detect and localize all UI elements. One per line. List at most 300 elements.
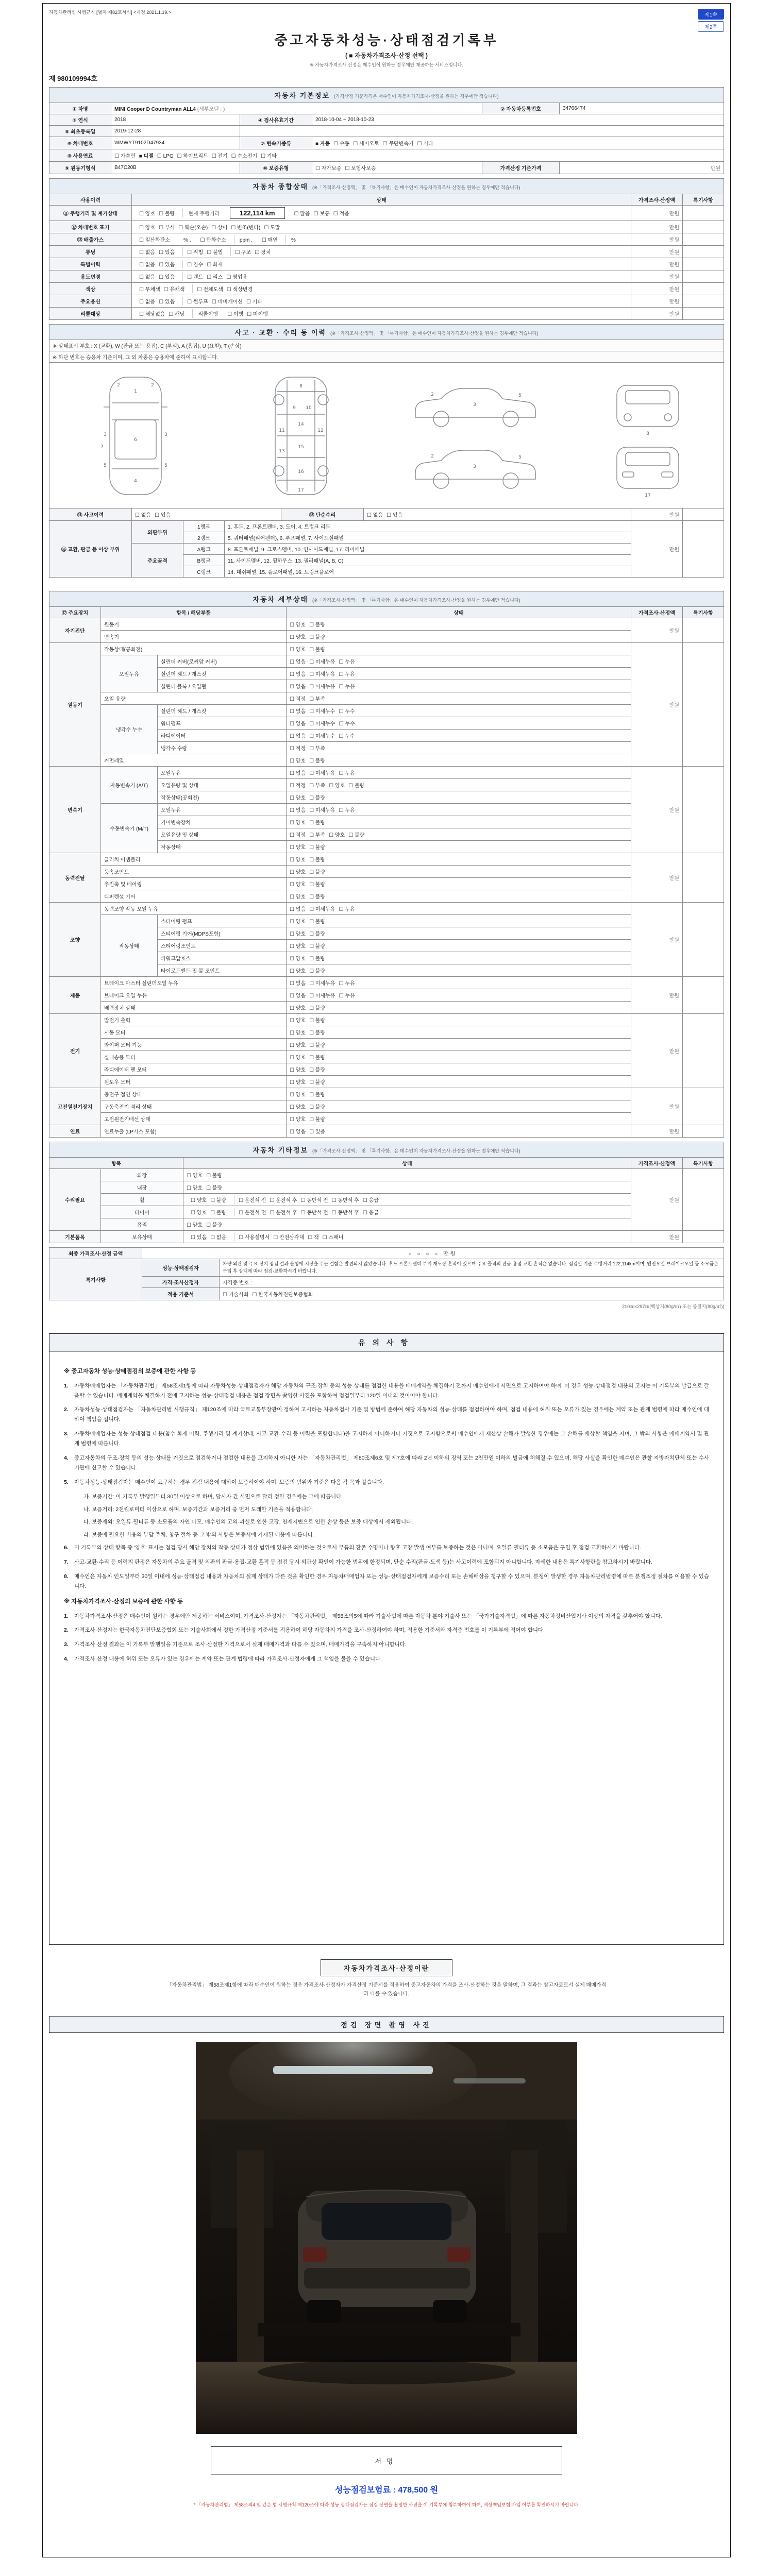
checkbox-색상변경: ☐ 색상변경 [226, 287, 253, 293]
fuel-options [111, 149, 724, 162]
fee-value: 478,500 원 [398, 2486, 439, 2495]
table-row [49, 126, 724, 137]
state-cell [287, 1088, 631, 1100]
price-cell: 만원 [631, 283, 682, 295]
detail-row [49, 977, 724, 989]
table-row [49, 1206, 724, 1218]
checkbox-불량: ☐ 불량 [309, 956, 326, 962]
item-label: 냉각수 수량 [158, 742, 287, 754]
note-cell [683, 509, 724, 521]
svg-text:11: 11 [279, 428, 285, 433]
checkbox-적정: ☐ 적정 [290, 697, 306, 702]
notice-item [64, 1654, 709, 1664]
document-sheet [42, 3, 731, 2557]
checkbox-없음: ☐ 없음 [290, 993, 306, 999]
notice-body [49, 1352, 724, 1944]
state-cell [132, 270, 631, 283]
appraiser-license-number: 자격증 번호 : [220, 1277, 724, 1288]
checkbox-안전삼각대: ☐ 안전삼각대 [273, 1235, 305, 1241]
svg-text:7: 7 [100, 444, 104, 450]
checkbox-양호: ☐ 양호 [290, 882, 306, 888]
state-cell [183, 1206, 631, 1218]
svg-text:12: 12 [317, 428, 324, 433]
checkbox-양호: ☐ 양호 [290, 1105, 306, 1110]
price-cell: 만원 [631, 206, 682, 221]
notice-item [64, 1572, 709, 1591]
checkbox-양호: ☐ 양호 [290, 820, 306, 826]
state-cell [287, 655, 631, 668]
checkbox-누유: ☐ 누유 [339, 907, 355, 912]
table-row [49, 1169, 724, 1181]
field-label: ⑦ 변속기종류 [240, 137, 312, 149]
device-group-label: 원동기 [49, 643, 101, 767]
rank-label: C랭크 [183, 566, 225, 578]
document-number: 제 980109994호 [49, 75, 97, 82]
state-cell [287, 742, 631, 754]
price-cell: 만원 [631, 767, 682, 853]
device-group-label: 조향 [49, 903, 101, 977]
column-header: 특기사항 [682, 607, 724, 618]
item-label: 충전구 절연 상태 [101, 1088, 287, 1100]
state-cell [287, 717, 631, 730]
history-item-label: 주요옵션 [49, 295, 132, 308]
field-label: 가격산정 기준가격 [482, 162, 560, 174]
history-item-label: 용도변경 [49, 270, 132, 283]
table-row [49, 137, 724, 149]
price-cell: 만원 [631, 903, 682, 977]
checkbox-불량: ☐ 불량 [309, 1067, 326, 1073]
svg-text:5: 5 [518, 393, 522, 398]
state-cell [287, 779, 631, 791]
checkbox-양호: ☐ 양호 [329, 783, 345, 789]
inspector-notes: 차량 외관 및 주요 장치 점검 결과 운행에 지장을 주는 결함은 발견되지 않았습니다. 후드·프론트펜더 부위 재도장 흔적이 있으며 주요 골격의 판금·용접·교환 흔적은 없습니다. 점검일 기준 주행거리 122,114km이며, 엔진오일·브레이크오일 등 소모품은 구입 후 상태에 따라 점검·교환하시기 바랍니다. [220, 1259, 724, 1277]
item-label: 오일유량 및 상태 [158, 779, 287, 791]
price-cell: 만원 [631, 521, 683, 578]
item-label: 와이퍼 모터 기능 [101, 1039, 287, 1051]
state-cell [287, 989, 631, 1002]
checkbox-미세누수: ☐ 미세누수 [309, 734, 335, 739]
rank-label: B랭크 [183, 555, 225, 566]
appraiser-role-label: 가격·조사산정자 [142, 1277, 220, 1288]
checkbox-부족: ☐ 부족 [309, 833, 326, 838]
state-cell [287, 878, 631, 890]
note-cell [682, 853, 724, 903]
state-cell [287, 816, 631, 828]
note-cell [682, 206, 724, 221]
checkbox-양호: ☐ 양호 [329, 833, 345, 838]
accident-section-header: 사고 · 교환 · 수리 등 이력 (※「가격조사·산정액」 및 「특기사항」은 매수인이 자동차가격조사·산정을 원하는 경우에만 적습니다) [49, 325, 724, 340]
main-frame-label: 주요골격 [132, 544, 183, 578]
notice-item [64, 1625, 709, 1635]
standard-book-options [220, 1288, 724, 1300]
notice-item-number: 4. [64, 1455, 69, 1462]
checkbox-영업용: ☐ 영업용 [226, 275, 248, 280]
checkbox-보통: ☐ 보통 [313, 211, 330, 217]
checkbox-없음: ☐ 없음 [135, 513, 152, 518]
state-cell [183, 1169, 631, 1181]
checkbox-불량: ☐ 불량 [309, 919, 326, 925]
state-cell [287, 791, 631, 804]
price-cell: 만원 [631, 853, 682, 903]
checkbox-무단변속기: ☐ 무단변속기 [382, 141, 414, 147]
detail-row [49, 1076, 724, 1088]
checkbox-없음: ☐ 없음 [139, 262, 156, 268]
item-label: 변속기 [101, 631, 287, 643]
subgroup-label: 수동변속기 (M/T) [101, 804, 158, 853]
item-label: 타이어 [101, 1206, 183, 1218]
checkbox-불량: ☐ 불량 [309, 969, 326, 974]
numbering-legend: ※ 하단 번호는 승용차 기준이며, 그 외 차종은 승용차에 준하여 표시합니다. [49, 351, 724, 363]
simple-repair-options [364, 509, 631, 521]
notice-item-text: 자동차매매업자는 성능·상태점검 내용(침수·화재 이력, 주행거리 및 계기상태, 사고·교환·수리 등 이력을 포함합니다)을 고지하지 아니하거나 거짓으로 고지함으로써 매수인에게 재산상 손해가 발생한 경우에는 그 손해를 배상할 책임을 지며, 그 밖의 사항은 매매계약서 및 관계 법령에 따릅니다. [74, 1431, 709, 1447]
state-cell [183, 1231, 631, 1243]
simple-repair-label: ⑮ 단순수리 [281, 509, 364, 521]
state-cell [287, 841, 631, 853]
item-label: 구동축전지 격리 상태 [101, 1100, 287, 1113]
checkbox-썬루프: ☐ 썬루프 [187, 299, 208, 305]
checkbox-누유: ☐ 누유 [339, 672, 355, 677]
checkbox-양호: ☐ 양호 [290, 944, 306, 950]
notice-subitem: 나. 보증거리: 2천킬로미터 이상으로 하며, 보증기간과 보증거리 중 먼저 도래한 기준을 적용합니다. [83, 1506, 313, 1513]
item-label: 브레이크 마스터 실린더오일 누유 [101, 977, 287, 989]
notice-item-text: 매수인은 자동차 인도일부터 30일 이내에 성능·상태점검 내용과 자동차의 실제 상태가 다른 것을 확인한 경우 자동차매매업자 또는 성능·상태점검자에게 보증수리 또는 손해배상을 청구할 수 있으며, 분쟁이 발생한 경우 자동차관리법령에 따른 분쟁조정 절차를 이용할 수 있습니다. [74, 1573, 709, 1589]
table-row [49, 162, 724, 174]
checkbox-양호: ☐ 양호 [290, 795, 306, 801]
state-cell [287, 1076, 631, 1088]
title-block [49, 30, 724, 68]
inspection-photo-section [49, 2016, 724, 2438]
checkbox-미세누유: ☐ 미세누유 [309, 659, 335, 665]
exchange-parts-label: ⑯ 교환, 판금 등 이상 부위 [49, 521, 132, 578]
item-label: 외장 [101, 1169, 183, 1181]
price-cell: 만원 [631, 618, 682, 643]
checkbox-없음: ☐ 없음 [210, 1235, 227, 1241]
state-cell [287, 1051, 631, 1063]
notice-item-text: 사고·교환·수리 등 이력의 판정은 자동차의 주요 골격 및 외판의 판금·용접·교환 흔적 등 점검 당시 외관상 확인이 가능한 범위에 한정되며, 단순 수리(판금·도색 등)는 사고이력에 포함되지 아니합니다. 자세한 내용은 특기사항란을 참고하시기 바랍니다. [74, 1559, 652, 1566]
first-registration-value: 2019-12-28 [111, 126, 240, 137]
checkbox-동반석 후: ☐ 동반석 후 [331, 1210, 359, 1216]
notice-item-text: 중고자동차의 구조·장치 등의 성능·상태를 거짓으로 점검하거나 점검한 내용을 고지하지 아니한 자는 「자동차관리법」 제80조제6호 및 제7호에 따라 2년 이하의 징역 또는 2천만원 이하의 벌금에 처해질 수 있으며, 해당 사실을 확인한 매수인은 관할 지방자치단체 또는 수사기관에 신고할 수 있습니다. [74, 1455, 709, 1471]
item-label: 등속조인트 [101, 866, 287, 878]
checkbox-없음: ☐ 없음 [367, 513, 383, 518]
price-cell: 만원 [631, 221, 682, 233]
state-cell [287, 890, 631, 903]
exchange-parts-table [49, 520, 724, 578]
checkbox-불량: ☐ 불량 [309, 894, 326, 900]
item-label: 배력장치 상태 [101, 1002, 287, 1014]
checkbox-양호: ☐ 양호 [187, 1223, 203, 1228]
price-cell: 만원 [631, 233, 682, 246]
item-label: 고전원전기배선 상태 [101, 1113, 287, 1125]
state-cell [287, 643, 631, 655]
price-cell: 만원 [631, 1169, 682, 1231]
state-cell [287, 767, 631, 779]
title-subtitle: ( ■ 자동차가격조사·산정 선택 ) [345, 52, 428, 59]
item-label: 오일 유량 [101, 692, 287, 705]
checkbox-수소전기: ☐ 수소전기 [231, 154, 258, 159]
checkbox-하이브리드: ☐ 하이브리드 [177, 154, 208, 159]
checkbox-미세누유: ☐ 미세누유 [309, 672, 335, 677]
checkbox-불량: ☐ 불량 [210, 1198, 227, 1204]
svg-text:1: 1 [133, 388, 137, 394]
price-definition-box [165, 1959, 608, 1998]
notice-item [64, 1640, 709, 1650]
checkbox-미세누수: ☐ 미세누수 [309, 709, 335, 715]
checkbox-불량: ☐ 불량 [309, 931, 326, 937]
column-header: 가격조사·산정액 [631, 194, 682, 206]
detail-row [49, 1014, 724, 1026]
field-label: ② 자동차등록번호 [482, 103, 560, 114]
price-definition-body: 「자동차관리법」 제58조제1항에 따라 매수인이 원하는 경우 가격조사·산정자가 가격산정 기준서를 적용하여 중고자동차의 가격을 조사·산정하는 것을 말하며, 그 결과는 참고자료로서 실제 매매가격과 다를 수 있습니다. [166, 1982, 607, 1997]
detail-row [49, 1100, 724, 1113]
car-diagram-frame-view [237, 370, 365, 501]
checkbox-해당: ☐ 해당 [169, 312, 185, 317]
checkbox-미세누유: ☐ 미세누유 [309, 907, 335, 912]
history-item-label: 특별이력 [49, 258, 132, 270]
item-label: 실린더 블록 / 오일팬 [158, 680, 287, 692]
checkbox-없음: ☐ 없음 [290, 771, 306, 776]
final-price-value: ○ ○ ○ ○ 만원 [142, 1248, 724, 1259]
price-definition-title: 자동차가격조사·산정이란 [321, 1959, 452, 1976]
checkbox-누유: ☐ 누유 [339, 808, 355, 814]
checkbox-누유: ☐ 누유 [339, 684, 355, 690]
checkbox-수동: ☐ 수동 [333, 141, 350, 147]
checkbox-양호: ☐ 양호 [191, 1210, 207, 1216]
svg-text:9: 9 [293, 405, 296, 411]
checkbox-있음: ☐ 있음 [159, 275, 175, 280]
checkbox-불량: ☐ 불량 [309, 870, 326, 875]
checkbox-없음: ☐ 없음 [290, 709, 306, 715]
checkbox-동반석 전: ☐ 동반석 전 [300, 1210, 328, 1216]
detail-row [49, 1026, 724, 1039]
state-cell [287, 1026, 631, 1039]
checkbox-양호: ☐ 양호 [290, 894, 306, 900]
column-header: 가격조사·산정액 [631, 1158, 682, 1169]
notice-list-1 [64, 1381, 709, 1591]
column-header: 특기사항 [682, 1158, 724, 1169]
history-item-label: ⑫ 차대번호 표기 [49, 221, 132, 233]
inspection-photo-title: 점검 장면 촬영 사진 [49, 2016, 724, 2033]
column-header: 사용이력 [49, 194, 132, 206]
item-label: 오일누유 [158, 767, 287, 779]
table-row [49, 1194, 724, 1206]
overall-row [49, 283, 724, 295]
checkbox-적정: ☐ 적정 [290, 783, 306, 789]
item-label: 스티어링 펌프 [158, 915, 287, 927]
note-cell [682, 643, 724, 767]
note-cell [682, 977, 724, 1014]
detail-row [49, 915, 724, 927]
page-tabs [698, 9, 724, 32]
car-diagram-exterior-top-view [71, 370, 200, 501]
history-item-label: 튜닝 [49, 246, 132, 258]
subgroup-label: 오일누유 [101, 655, 158, 692]
etc-section-header: 자동차 기타정보 (※「가격조사·산정액」 및 「특기사항」은 매수인이 자동차가격조사·산정을 원하는 경우에만 적습니다) [49, 1142, 724, 1158]
item-label: 오일유량 및 상태 [158, 828, 287, 841]
note-cell [682, 618, 724, 643]
checkbox-양호: ☐ 양호 [290, 931, 306, 937]
checkbox-불량: ☐ 불량 [309, 1092, 326, 1098]
checkbox-기타: ☐ 기타 [261, 154, 277, 159]
item-label: 연료누출 (LP가스 포함) [101, 1125, 287, 1138]
price-cell: 만원 [631, 1125, 682, 1138]
state-cell [287, 754, 631, 767]
checkbox-사용설명서: ☐ 사용설명서 [239, 1235, 270, 1241]
item-label: 보유상태 [101, 1231, 183, 1243]
title-note: ※ 자동차가격조사·산정은 매수인이 원하는 경우에만 제공하는 서비스입니다. [310, 62, 463, 67]
checkbox-없음: ☐ 없음 [290, 659, 306, 665]
checkbox-스패너: ☐ 스패너 [322, 1235, 344, 1241]
note-cell [683, 521, 724, 578]
price-cell: 만원 [631, 295, 682, 308]
svg-text:3: 3 [103, 432, 107, 437]
checkbox-누유: ☐ 누유 [339, 659, 355, 665]
checkbox-불량: ☐ 불량 [159, 211, 175, 217]
registration-number-value: 34766474 [560, 103, 724, 114]
checkbox-없음: ☐ 없음 [290, 672, 306, 677]
notice-subitem: 가. 보증기간: 이 기록부 발행일부터 30일 이상으로 하며, 당사자 간 서면으로 달리 정한 경우에는 그에 따릅니다. [83, 1493, 343, 1500]
notice-item [64, 1453, 709, 1473]
overall-row [49, 258, 724, 270]
checkbox-자가보증: ☐ 자가보증 [315, 166, 342, 172]
device-group-label: 자기진단 [49, 618, 101, 643]
note-cell [682, 1088, 724, 1125]
checkbox-자동: ■ 자동 [315, 141, 330, 147]
checkbox-운전석 전: ☐ 운전석 전 [239, 1198, 266, 1204]
checkbox-디젤: ■ 디젤 [139, 154, 154, 159]
item-label: 스티어링조인트 [158, 940, 287, 952]
checkbox-전체도색: ☐ 전체도색 [197, 287, 223, 293]
device-group-label: 변속기 [49, 767, 101, 853]
notice-item [64, 1543, 709, 1553]
form-reference: 자동차관리법 시행규칙 [별지 제82호서식] <개정 2021.1.19.> [49, 10, 172, 15]
car-name-value: MINI Cooper D Countryman ALL4 (세부모델 : ) [111, 103, 482, 114]
state-cell [287, 952, 631, 964]
signature-box [211, 2446, 562, 2475]
bottom-legal-note: * 「자동차관리법」 제58조의4 및 같은 법 시행규칙 제120조에 따라 성능·상태점검자는 점검 장면을 촬영한 사진을 이 기록부에 첨부하여야 하며, 배상책임보험 가입 여부를 확인하시기 바랍니다. [193, 2502, 580, 2507]
page-tab-1: 제1쪽 [698, 9, 724, 20]
detail-row [49, 1063, 724, 1076]
state-code-legend: ※ 상태표시 부호 : X (교환), W (판금 또는 용접), C (부식), A (흠집), U (요철), T (손상) [49, 340, 724, 351]
checkbox-불량: ☐ 불량 [309, 1030, 326, 1036]
subgroup-label: 자동변속기 (A/T) [101, 767, 158, 804]
checkbox-없음: ☐ 없음 [139, 275, 156, 280]
table-row [49, 103, 724, 114]
notice-item [64, 1478, 709, 1487]
svg-text:10: 10 [306, 405, 312, 411]
rank-parts-list: 5. 쿼터패널(리어펜더), 6. 루프패널, 7. 사이드실패널 [225, 532, 631, 544]
svg-text:17: 17 [298, 487, 304, 493]
price-cell: 만원 [631, 308, 682, 320]
checkbox-세미오토: ☐ 세미오토 [353, 141, 379, 147]
item-label: 시동 모터 [101, 1026, 287, 1039]
checkbox-일산화탄소: ☐ 일산화탄소 [139, 238, 171, 243]
checkbox-적정: ☐ 적정 [290, 833, 306, 838]
basic-section-header: 자동차 기본정보 (가격산정 기준가격은 매수인이 자동차가격조사·산정을 원하는 경우에만 적습니다) [49, 88, 724, 103]
svg-text:5: 5 [518, 454, 522, 460]
checkbox-불량: ☐ 불량 [309, 857, 326, 863]
state-cell [287, 1100, 631, 1113]
checkbox-무채색: ☐ 무채색 [139, 287, 160, 293]
svg-text:3: 3 [164, 432, 167, 437]
rank-label: 2랭크 [183, 532, 225, 544]
state-cell [132, 308, 631, 320]
note-cell [682, 233, 724, 246]
checkbox-없음: ☐ 없음 [139, 299, 156, 305]
transmission-options [312, 137, 724, 149]
page-title: 중고자동차성능·상태점검기록부 [274, 32, 499, 48]
empty-cell [240, 126, 724, 137]
engine-type-value: B47C20B [111, 162, 240, 174]
checkbox-네비게이션: ☐ 네비게이션 [211, 299, 243, 305]
checkbox-양호: ☐ 양호 [290, 758, 306, 764]
overall-tbody [49, 206, 724, 320]
checkbox-운전석 전: ☐ 운전석 전 [239, 1210, 266, 1216]
device-group-label: 고전원전기장치 [49, 1088, 101, 1125]
price-cell: 만원 [631, 977, 682, 1014]
note-cell [682, 903, 724, 977]
overall-row [49, 206, 724, 221]
detail-row [49, 890, 724, 903]
svg-text:5: 5 [164, 463, 167, 468]
notice-item-text: 가격조사·산정 결과는 이 기록부 발행일을 기준으로 조사·산정한 가격으로서 실제 매매가격과 다를 수 있으며, 매매가격을 구속하지 아니합니다. [74, 1641, 407, 1648]
checkbox-양호: ☐ 양호 [290, 1006, 306, 1011]
checkbox-있음: ☐ 있음 [386, 513, 403, 518]
field-label: ① 차명 [49, 103, 111, 114]
svg-text:15: 15 [298, 444, 304, 450]
group-label: 기본품목 [49, 1231, 101, 1243]
subgroup-label: 작동상태 [101, 915, 158, 977]
checkbox-불량: ☐ 불량 [309, 1018, 326, 1024]
item-label: 오일누유 [158, 804, 287, 816]
column-header: 상태 [183, 1158, 631, 1169]
field-label: ⑥ 차대번호 [49, 137, 111, 149]
checkbox-동반석 전: ☐ 동반석 전 [300, 1198, 328, 1204]
checkbox-없음: ☐ 없음 [139, 250, 156, 256]
checkbox-불량: ☐ 불량 [206, 1185, 223, 1191]
item-label: 내장 [101, 1181, 183, 1194]
notice-item-number: 5. [64, 1479, 69, 1485]
notice-subheading: ※ 자동차가격조사·산정의 보증에 관한 사항 등 [64, 1598, 183, 1605]
column-header: 특기사항 [682, 194, 724, 206]
notice-subitem: 라. 보증에 필요한 비용의 부담 주체, 청구 절차 등 그 밖의 사항은 보증서에 기재된 내용에 따릅니다. [83, 1532, 315, 1538]
checkbox-변조(변타): ☐ 변조(변타) [231, 225, 261, 231]
table-row [49, 1248, 724, 1259]
checkbox-양호: ☐ 양호 [290, 969, 306, 974]
checkbox-불량: ☐ 불량 [309, 882, 326, 888]
checkbox-누수: ☐ 누수 [339, 709, 355, 715]
state-cell [132, 221, 631, 233]
item-label: 실린더 헤드 / 개스킷 [158, 705, 287, 717]
state-cell [287, 730, 631, 742]
basic-info-table [49, 87, 724, 174]
item-label: 유리 [101, 1218, 183, 1231]
notice-item [64, 1405, 709, 1425]
checkbox-한국자동차진단보증협회: ☐ 한국자동차진단보증협회 [252, 1292, 313, 1298]
checkbox-침수: ☐ 침수 [187, 262, 204, 268]
inspector-role-label: 성능·상태점검자 [142, 1259, 220, 1277]
note-cell [682, 258, 724, 270]
checkbox-양호: ☐ 양호 [290, 1067, 306, 1073]
notice-item-number: 3. [64, 1431, 69, 1437]
segment-text: 리콜이행 [198, 312, 219, 317]
checkbox-탄화수소: ☐ 탄화수소 [200, 238, 226, 243]
notice-item-text: 자동차매매업자는 「자동차관리법」 제58조제1항에 따라 자동차성능·상태점검자가 해당 자동차의 구조·장치 등의 성능·상태를 점검한 내용을 매매계약을 체결하기 전까지 매수인에게 서면으로 고지하여야 하며, 이 경우 성능·상태점검 내용의 고지는 이 기록부의 발급으로 갈음할 수 있습니다. 매매계약을 체결하기 전에 고지하는 성능·상태점검 내용은 점검 장면을 촬영한 사진을 포함하여 점검일부터 120일 이내의 것이어야 합니다. [74, 1382, 709, 1399]
checkbox-누유: ☐ 누유 [339, 993, 355, 999]
group-label: 수리필요 [49, 1169, 101, 1231]
checkbox-없음: ☐ 없음 [290, 1129, 306, 1135]
note-cell [682, 295, 724, 308]
